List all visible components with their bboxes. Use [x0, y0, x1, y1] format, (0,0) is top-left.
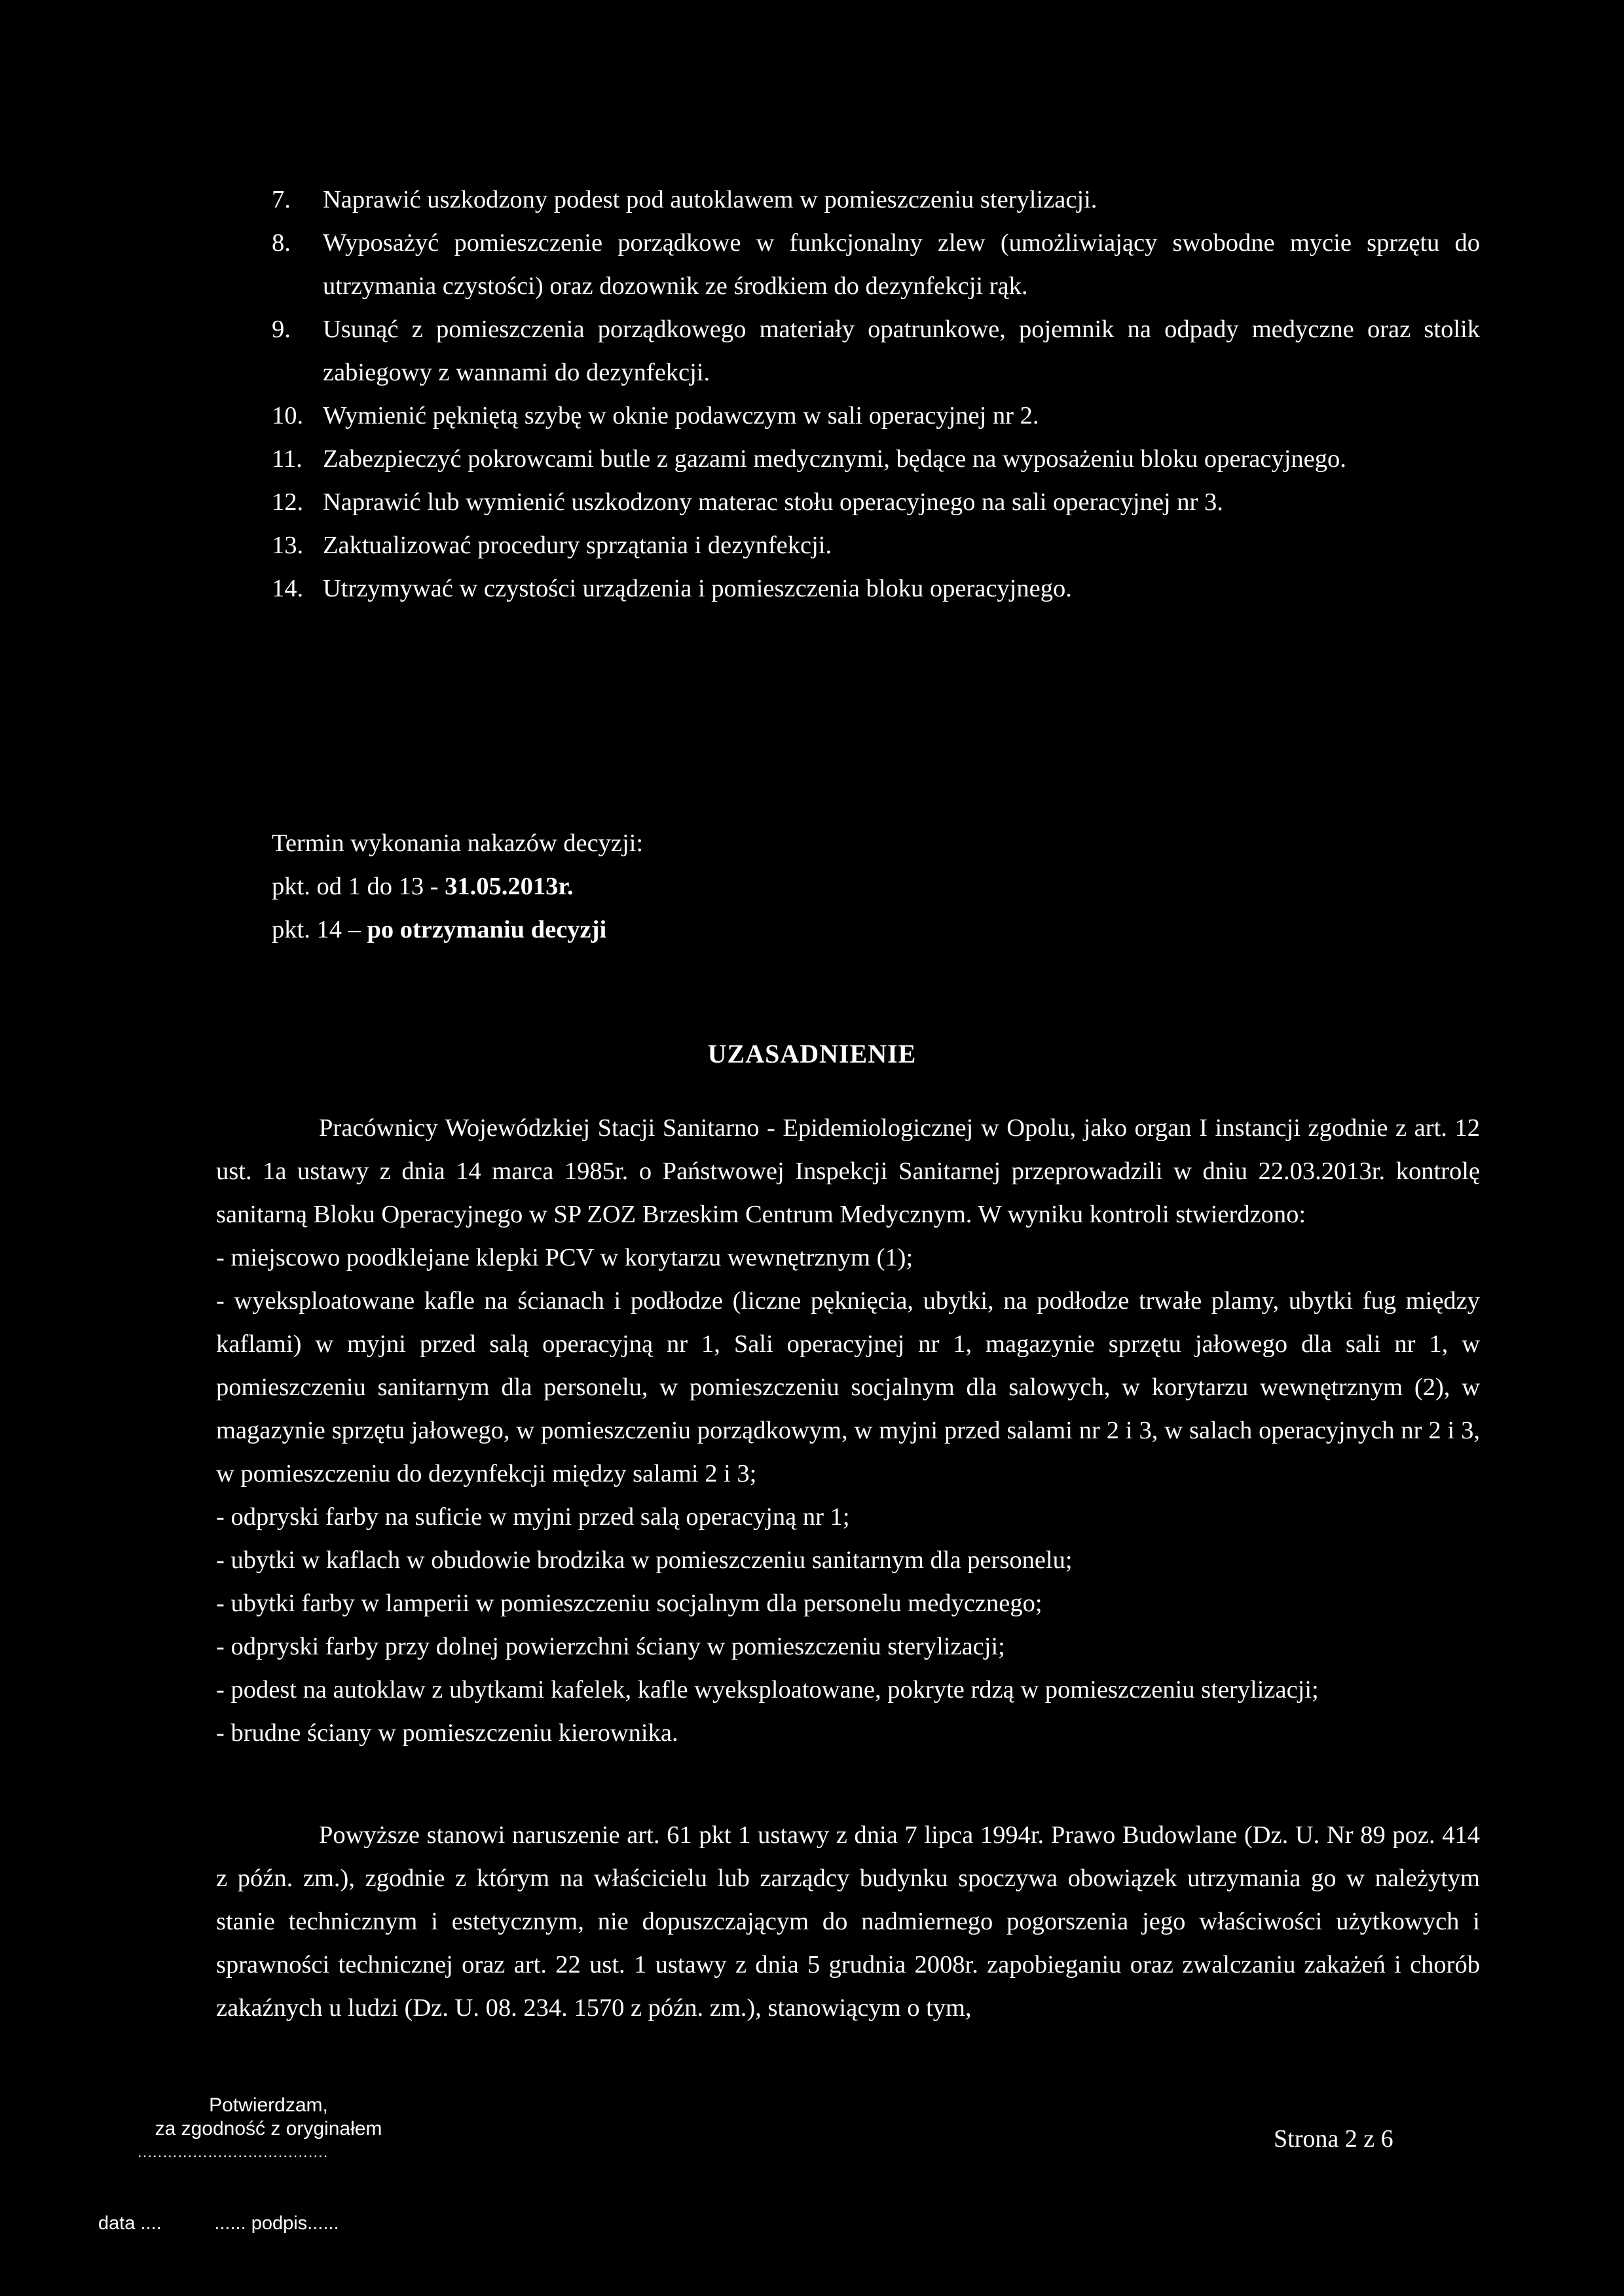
item-text: Zabezpieczyć pokrowcami butle z gazami medycznymi, będące na wyposażeniu bloku operacyjnego.	[323, 445, 1346, 473]
item-text: Wyposażyć pomieszczenie porządkowe w funkcjonalny zlew (umożliwiający swobodne mycie sprzętu do utrzymania czystości) oraz dozownik ze środkiem do dezynfekcji rąk.	[323, 229, 1480, 300]
deadline-section	[272, 822, 1254, 951]
list-item	[272, 308, 1480, 394]
deadline-line	[272, 908, 1254, 951]
finding-item: - ubytki w kaflach w obudowie brodzika w pomieszczeniu sanitarnym dla personelu;	[216, 1546, 1073, 1574]
finding-item: - brudne ściany w pomieszczeniu kierownika.	[216, 1719, 678, 1747]
paragraph-intro	[216, 1106, 1480, 1236]
order-list	[272, 178, 1480, 610]
item-text: Naprawić uszkodzony podest pod autoklawem w pomieszczeniu sterylizacji.	[323, 186, 1098, 213]
item-number: 12.	[272, 488, 304, 516]
list-item	[272, 524, 1480, 567]
list-item	[272, 481, 1480, 524]
section-title: UZASADNIENIE	[707, 1039, 917, 1068]
item-text: Zaktualizować procedury sprzątania i dezynfekcji.	[323, 532, 832, 559]
deadline-line	[272, 865, 1254, 908]
item-text: Naprawić lub wymienić uszkodzony materac stołu operacyjnego na sali operacyjnej nr 3.	[323, 488, 1223, 516]
intro-text: Pracównicy Wojewódzkiej Stacji Sanitarno - Epidemiologicznej w Opolu, jako organ I instancji zgodnie z art. 12 ust. 1a ustawy z dnia 14 marca 1985r. o Państwowej Inspekcji Sanitarnej przeprowadzili w dniu 22.03.2013r. kontrolę sanitarną Bloku Operacyjnego w SP ZOZ Brzeskim Centrum Medycznym. W wyniku kontroli stwierdzono:	[216, 1114, 1480, 1228]
item-number: 10.	[272, 402, 304, 429]
finding-item: - ubytki farby w lamperii w pomieszczeniu socjalnym dla personelu medycznego;	[216, 1590, 1043, 1617]
justification-paragraph	[216, 1106, 1480, 1755]
item-text: Wymienić pękniętą szybę w oknie podawczym w sali operacyjnej nr 2.	[323, 402, 1039, 429]
item-number: 14.	[272, 575, 304, 602]
item-text: Usunąć z pomieszczenia porządkowego materiały opatrunkowe, pojemnik na odpady medyczne oraz stolik zabiegowy z wannami do dezynfekcji.	[323, 316, 1480, 386]
list-item	[272, 178, 1480, 221]
deadline-prefix: pkt. 14 –	[272, 916, 367, 943]
finding-item: - podest na autoklaw z ubytkami kafelek, kafle wyeksploatowane, pokryte rdzą w pomieszczeniu sterylizacji;	[216, 1676, 1319, 1704]
deadline-date: 31.05.2013r.	[445, 873, 574, 900]
deadline-prefix: pkt. od 1 do 13 -	[272, 873, 445, 900]
item-number: 9.	[272, 316, 291, 343]
deadline-heading: Termin wykonania nakazów decyzji:	[272, 829, 644, 857]
deadline-condition: po otrzymaniu decyzji	[367, 916, 607, 943]
finding-item: - odpryski farby przy dolnej powierzchni ściany w pomieszczeniu sterylizacji;	[216, 1633, 1005, 1660]
finding-item: - odpryski farby na suficie w myjni przed salą operacyjną nr 1;	[216, 1503, 850, 1531]
item-number: 8.	[272, 229, 291, 257]
certification-stamp	[98, 2094, 439, 2164]
item-number: 11.	[272, 445, 303, 473]
stamp-line: Potwierdzam,	[209, 2094, 328, 2116]
list-item	[272, 221, 1480, 308]
date-signature-line: data .... ...... podpis......	[98, 2213, 339, 2234]
legal-basis-text: Powyższe stanowi naruszenie art. 61 pkt 1 ustawy z dnia 7 lipca 1994r. Prawo Budowlane (Dz. U. Nr 89 poz. 414 z późn. zm.), zgodnie z którym na właścicielu lub zarządcy budynku spoczywa obowiązek utrzymania go w należytym stanie technicznym i estetycznym, nie dopuszczającym do nadmiernego pogorszenia jego właściwości użytkowych i sprawności technicznej oraz art. 22 ust. 1 ustawy z dnia 5 grudnia 2008r. zapobieganiu oraz zwalczaniu zakażeń i chorób zakaźnych u ludzi (Dz. U. 08. 234. 1570 z późn. zm.), stanowiącym o tym,	[216, 1821, 1480, 2022]
list-item	[272, 567, 1480, 610]
finding-item: - miejscowo poodklejane klepki PCV w korytarzu wewnętrznym (1);	[216, 1244, 913, 1271]
signature-dots: ......................................	[138, 2143, 329, 2161]
item-number: 7.	[272, 186, 291, 213]
list-item	[272, 437, 1480, 481]
stamp-line: za zgodność z oryginałem	[155, 2118, 382, 2140]
item-text: Utrzymywać w czystości urządzenia i pomieszczenia bloku operacyjnego.	[323, 575, 1072, 602]
legal-basis-paragraph	[216, 1813, 1480, 2030]
page-number: Strona 2 z 6	[1274, 2125, 1393, 2153]
item-number: 13.	[272, 532, 304, 559]
list-item	[272, 394, 1480, 437]
finding-item: - wyeksploatowane kafle na ścianach i podłodze (liczne pęknięcia, ubytki, na podłodze trwałe plamy, ubytki fug między kaflami) w myjni przed salą operacyjną nr 1, Sali operacyjnej nr 1, magazynie sprzętu jałowego dla sali nr 1, w pomieszczeniu sanitarnym dla personelu, w pomieszczeniu socjalnym dla salowych, w korytarzu wewnętrznym (2), w magazynie sprzętu jałowego, w pomieszczeniu porządkowym, w myjni przed salami nr 2 i 3, w salach operacyjnych nr 2 i 3, w pomieszczeniu do dezynfekcji między salami 2 i 3;	[216, 1287, 1480, 1487]
